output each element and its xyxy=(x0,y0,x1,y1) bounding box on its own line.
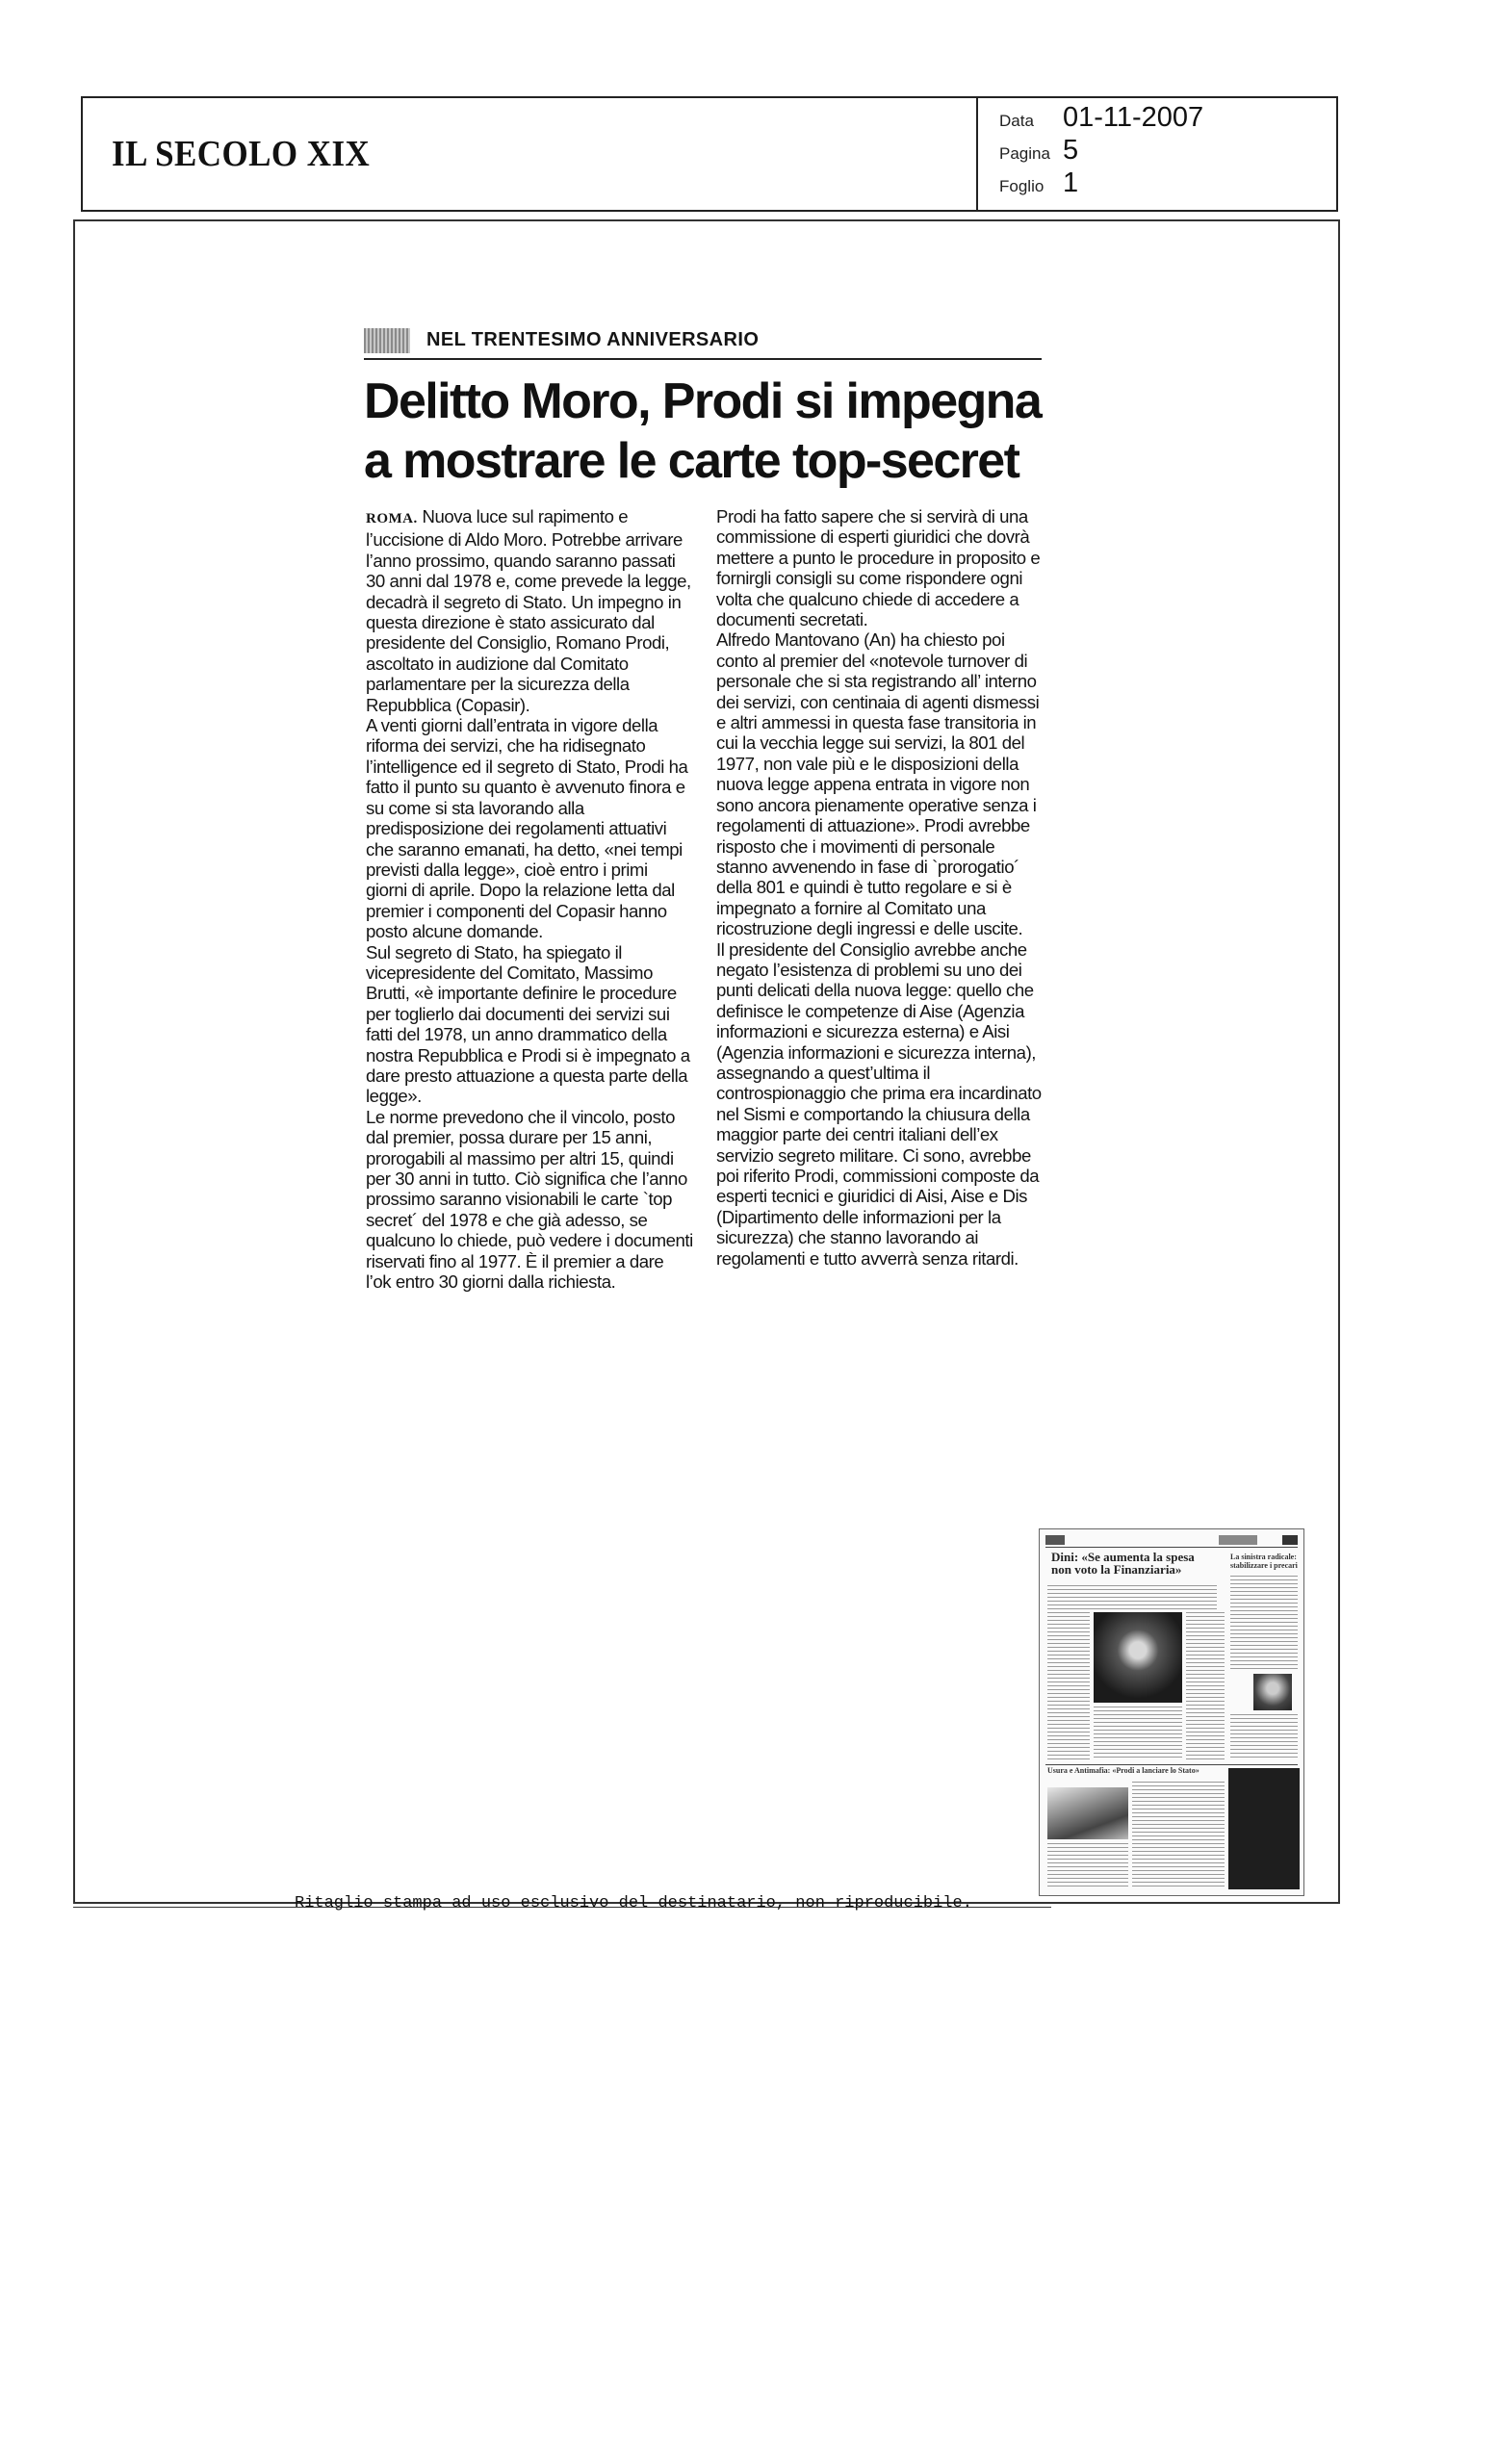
meta-row-date xyxy=(978,102,1340,133)
thumbnail-dark-box xyxy=(1228,1768,1300,1889)
article-column-left xyxy=(366,506,693,1292)
article-paragraph: Le norme prevedono che il vincolo, posto dal premier, possa durare per 15 anni, prorogabili al massimo per altri 15, quindi per 30 anni in tutto. Ciò significa che l’anno prossimo saranno visionabili le carte `top secret´ del 1978 e che già adesso, se qualcuno lo chiede, può vedere i documenti riservati fino al 1977. È il premier a dare l’ok entro 30 giorni dalla richiesta. xyxy=(366,1106,693,1293)
meta-value: 1 xyxy=(1063,167,1079,198)
thumbnail-side-headline: La sinistra radicale: stabilizzare i precari xyxy=(1230,1553,1298,1570)
thumbnail-photo xyxy=(1094,1612,1182,1703)
clip-disclaimer: Ritaglio stampa ad uso esclusivo del destinatario, non riproducibile. xyxy=(295,1894,972,1912)
meta-label: Pagina xyxy=(999,144,1050,163)
meta-value: 5 xyxy=(1063,135,1079,166)
thumbnail-headline: Dini: «Se aumenta la spesa non voto la Finanziaria» xyxy=(1051,1550,1195,1577)
article-dateline: ROMA. xyxy=(366,511,418,526)
headline-line-2: a mostrare le carte top-secret xyxy=(364,433,1019,489)
newspaper-header xyxy=(81,96,1338,212)
article-paragraph: Alfredo Mantovano (An) ha chiesto poi conto al premier del «notevole turnover di personale che si sta registrando all’ interno dei servizi, con centinaia di agenti dismessi e altri ammessi in questa fase transitoria in cui la vecchia legge sui servizi, la 801 del 1977, non vale più e le disposizioni della nuova legge appena entrata in vigore non sono ancora pienamente operative senza i regolamenti di attuazione». Prodi avrebbe risposto che i movimenti di personale stanno avvenendo in fase di `prorogatio´ della 801 e quindi è tutto regolare e si è impegnato a fornire al Comitato una ricostruzione degli ingressi e delle uscite. xyxy=(716,629,1040,939)
kicker-marker xyxy=(364,328,410,353)
thumbnail-rule xyxy=(1045,1547,1298,1548)
thumbnail-photo-strip xyxy=(1047,1787,1128,1839)
article-column-right xyxy=(716,506,1044,1269)
article-paragraph: Il presidente del Consiglio avrebbe anche negato l’esistenza di problemi su uno dei punti delicati della nuova legge: quello che definisce le competenze di Aise (Agenzia informazioni e sicurezza esterna) e Aisi (Agenzia informazioni e sicurezza interna), assegnando a quest’ultima il controspionaggio che prima era incardinato nel Sismi e comportando la chiusura della maggior parte dei centri italiani dell’ex servizio segreto militare. Ci sono, avrebbe poi riferito Prodi, commissioni composte da esperti tecnici e giuridici di Aisi, Aise e Dis (Dipartimento delle informazioni per la sicurezza) che stanno lavorando ai regolamenti e tutto avverrà senza ritardi. xyxy=(716,938,1042,1269)
article-paragraph xyxy=(366,506,693,715)
paragraph-text: Nuova luce sul rapimento e l’uccisione di Aldo Moro. Potrebbe arrivare l’anno prossimo, quando saranno passati 30 anni dal 1978 e, come prevede la legge, decadrà il segreto di Stato. Un impegno in questa direzione è stato assicurato dal presidente del Consiglio, Romano Prodi, ascoltato in audizione dal Comitato parlamentare per la sicurezza della Repubblica (Copasir). xyxy=(366,506,691,715)
meta-label: Foglio xyxy=(999,177,1045,195)
article-paragraph: Prodi ha fatto sapere che si servirà di una commissione di esperti giuridici che dovrà mettere a punto le procedure in proposito e fornirgli consigli su come rispondere ogni volta che qualcuno chiede di accedere a documenti secretati. xyxy=(716,506,1041,630)
clip-metadata xyxy=(976,98,1340,210)
kicker-text: NEL TRENTESIMO ANNIVERSARIO xyxy=(426,329,760,350)
thumbnail-text-block xyxy=(1047,1843,1128,1889)
thumbnail-top-bar xyxy=(1045,1535,1298,1545)
page-thumbnail xyxy=(1039,1528,1304,1896)
meta-row-sheet xyxy=(978,167,1340,198)
meta-row-page xyxy=(978,135,1340,166)
meta-value: 01-11-2007 xyxy=(1063,102,1204,133)
thumbnail-text-block xyxy=(1132,1782,1225,1889)
kicker-rule xyxy=(364,358,1042,360)
thumbnail-strip-rule xyxy=(1045,1764,1298,1765)
article-paragraph: Sul segreto di Stato, ha spiegato il vicepresidente del Comitato, Massimo Brutti, «è importante definire le procedure per toglierlo dai documenti dei servizi sui fatti del 1978, un anno drammatico della nostra Repubblica e Prodi si è impegnato a dare presto attuazione a questa parte della legge». xyxy=(366,941,690,1107)
thumbnail-text-block xyxy=(1230,1714,1298,1760)
thumbnail-text-block xyxy=(1230,1576,1298,1670)
article-headline xyxy=(364,372,1057,491)
newspaper-masthead: IL SECOLO XIX xyxy=(112,134,371,174)
meta-label: Data xyxy=(999,112,1034,130)
thumbnail-text-block xyxy=(1094,1707,1182,1760)
headline-line-1: Delitto Moro, Prodi si impegna xyxy=(364,373,1042,429)
thumbnail-text-block xyxy=(1186,1612,1225,1760)
thumbnail-strip-headline: Usura e Antimafia: «Prodi a lanciare lo Stato» xyxy=(1047,1766,1199,1775)
thumbnail-text-block xyxy=(1047,1612,1090,1760)
article-paragraph: A venti giorni dall’entrata in vigore della riforma dei servizi, che ha ridisegnato l’intelligence ed il segreto di Stato, Prodi ha fatto il punto su quanto è avvenuto finora e su come si sta lavorando alla predisposizione dei regolamenti attuativi che saranno emanati, ha detto, «nei tempi previsti dalla legge», cioè entro i primi giorni di aprile. Dopo la relazione letta dal premier i componenti del Copasir hanno posto alcune domande. xyxy=(366,715,688,942)
thumbnail-text-block xyxy=(1047,1585,1217,1610)
thumbnail-photo-small xyxy=(1253,1674,1292,1710)
